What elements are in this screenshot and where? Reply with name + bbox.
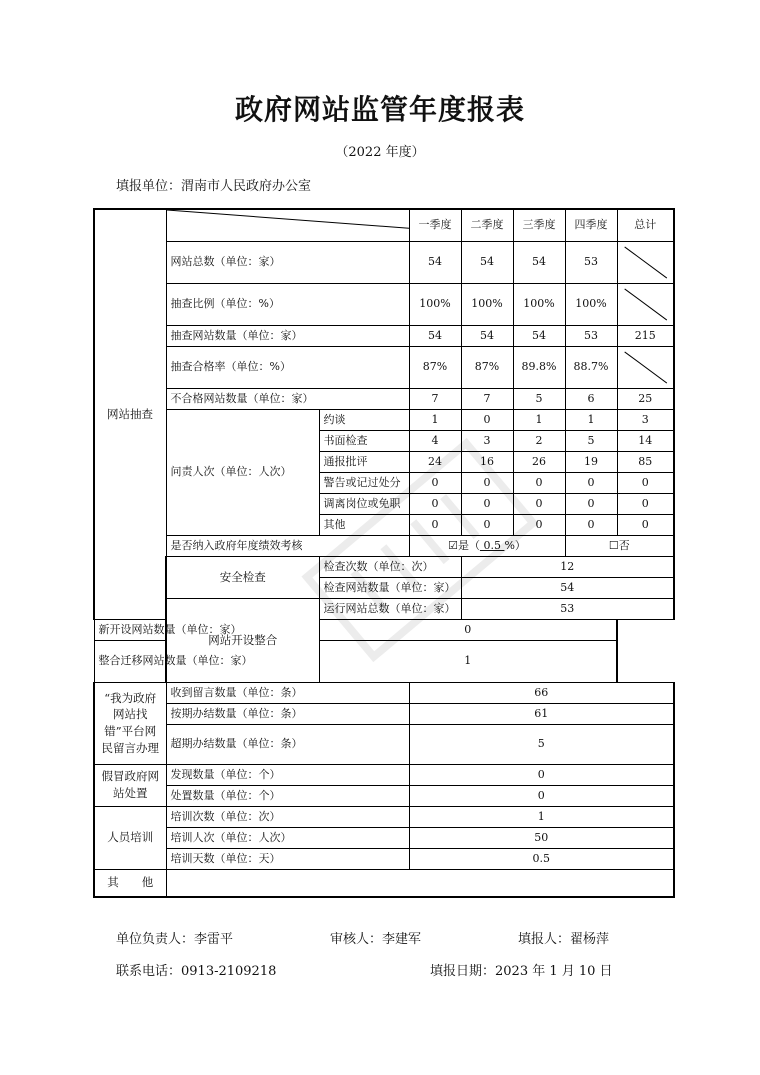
table-row bbox=[94, 409, 674, 430]
cell-value: 3 bbox=[617, 409, 674, 430]
reporting-unit-value: 渭南市人民政府办公室 bbox=[181, 179, 312, 194]
col-header-total: 总计 bbox=[617, 209, 674, 241]
total-diagonal-cell bbox=[617, 346, 674, 388]
table-row bbox=[94, 682, 674, 703]
row-label: 抽查合格率（单位：%） bbox=[166, 346, 409, 388]
row-label: 整合迁移网站数量（单位：家） bbox=[94, 640, 319, 682]
row-label: 超期办结数量（单位：条） bbox=[166, 724, 409, 764]
cell-value: 1 bbox=[319, 640, 617, 682]
col-header-q1: 一季度 bbox=[409, 209, 461, 241]
cell-value: 0 bbox=[409, 785, 674, 806]
contact-phone: 联系电话：0913-2109218 bbox=[116, 964, 277, 979]
cell-value: 1 bbox=[409, 409, 461, 430]
table-row bbox=[94, 598, 674, 619]
category-website-check: 网站抽查 bbox=[94, 209, 166, 619]
cell-value: 88.7% bbox=[565, 346, 617, 388]
cell-value: 4 bbox=[409, 430, 461, 451]
reporting-unit-label: 填报单位： bbox=[116, 179, 182, 194]
cell-value: 100% bbox=[565, 283, 617, 325]
cell-value: 0 bbox=[513, 514, 565, 535]
cell-value: 0 bbox=[409, 472, 461, 493]
category-security: 安全检查 bbox=[166, 556, 319, 598]
table-row bbox=[94, 806, 674, 827]
accountability-label: 问责人次（单位：人次） bbox=[166, 409, 319, 535]
header-row bbox=[94, 209, 674, 241]
row-label: 网站总数（单位：家） bbox=[166, 241, 409, 283]
cell-value: 0 bbox=[461, 514, 513, 535]
cell-value: 7 bbox=[409, 388, 461, 409]
row-label: 抽查比例（单位：%） bbox=[166, 283, 409, 325]
sub-label: 警告或记过处分 bbox=[319, 472, 409, 493]
performance-no-label: 否 bbox=[618, 538, 630, 552]
col-header-q2: 二季度 bbox=[461, 209, 513, 241]
performance-yes-end: %） bbox=[504, 538, 526, 552]
cell-value: 54 bbox=[409, 325, 461, 346]
fill-date: 填报日期：2023 年 1 月 10 日 bbox=[430, 964, 613, 979]
row-label: 培训天数（单位：天） bbox=[166, 848, 409, 869]
cell-value: 1 bbox=[565, 409, 617, 430]
category-fake-sites: 假冒政府网站处置 bbox=[94, 764, 166, 806]
cell-value: 0 bbox=[461, 472, 513, 493]
other-row bbox=[94, 869, 674, 897]
cell-value: 89.8% bbox=[513, 346, 565, 388]
row-label: 不合格网站数量（单位：家） bbox=[166, 388, 409, 409]
category-training: 人员培训 bbox=[94, 806, 166, 869]
row-label: 检查网站数量（单位：家） bbox=[319, 577, 461, 598]
header-diagonal-cell bbox=[166, 209, 409, 241]
row-label: 培训次数（单位：次） bbox=[166, 806, 409, 827]
cell-value: 0.5 bbox=[409, 848, 674, 869]
cell-value: 16 bbox=[461, 451, 513, 472]
total-diagonal-cell bbox=[617, 283, 674, 325]
table-row bbox=[94, 283, 674, 325]
table-row bbox=[94, 346, 674, 388]
table-row bbox=[94, 325, 674, 346]
cell-value: 0 bbox=[565, 493, 617, 514]
col-header-q3: 三季度 bbox=[513, 209, 565, 241]
cell-value: 24 bbox=[409, 451, 461, 472]
cell-value: 215 bbox=[617, 325, 674, 346]
row-label: 运行网站总数（单位：家） bbox=[319, 598, 461, 619]
cell-value: 5 bbox=[409, 724, 674, 764]
performance-yes bbox=[409, 535, 565, 556]
cell-value: 50 bbox=[409, 827, 674, 848]
checked-box-icon: ☑ bbox=[448, 538, 458, 552]
filler: 填报人：翟杨萍 bbox=[518, 932, 610, 947]
performance-no bbox=[565, 535, 674, 556]
cell-value: 0 bbox=[565, 514, 617, 535]
other-value bbox=[166, 869, 674, 897]
cell-value: 0 bbox=[617, 493, 674, 514]
cell-value: 85 bbox=[617, 451, 674, 472]
cell-value: 54 bbox=[513, 325, 565, 346]
cell-value: 53 bbox=[565, 325, 617, 346]
table-row bbox=[94, 619, 674, 640]
table-row bbox=[94, 724, 674, 764]
cell-value: 25 bbox=[617, 388, 674, 409]
cell-value: 14 bbox=[617, 430, 674, 451]
reporting-unit bbox=[116, 175, 311, 194]
table-row bbox=[94, 556, 674, 577]
category-consolidation: 网站开设整合 bbox=[166, 598, 319, 682]
row-label: 按期办结数量（单位：条） bbox=[166, 703, 409, 724]
sub-label: 书面检查 bbox=[319, 430, 409, 451]
cell-value: 1 bbox=[513, 409, 565, 430]
row-label: 抽查网站数量（单位：家） bbox=[166, 325, 409, 346]
cell-value: 0 bbox=[617, 472, 674, 493]
cell-value: 5 bbox=[565, 430, 617, 451]
cell-value: 0 bbox=[461, 409, 513, 430]
report-year: （2022 年度） bbox=[335, 145, 425, 160]
cell-value: 1 bbox=[409, 806, 674, 827]
cell-value: 53 bbox=[461, 598, 674, 619]
cell-value: 0 bbox=[617, 514, 674, 535]
cell-value: 3 bbox=[461, 430, 513, 451]
sub-label: 通报批评 bbox=[319, 451, 409, 472]
cell-value: 19 bbox=[565, 451, 617, 472]
cell-value: 7 bbox=[461, 388, 513, 409]
cell-value: 54 bbox=[461, 577, 674, 598]
cell-value: 26 bbox=[513, 451, 565, 472]
cell-value: 0 bbox=[513, 493, 565, 514]
table-row bbox=[94, 388, 674, 409]
sub-label: 其他 bbox=[319, 514, 409, 535]
cell-value: 100% bbox=[461, 283, 513, 325]
table-row bbox=[94, 785, 674, 806]
cell-value: 87% bbox=[409, 346, 461, 388]
cell-value: 0 bbox=[409, 514, 461, 535]
cell-value: 87% bbox=[461, 346, 513, 388]
report-table bbox=[93, 208, 675, 898]
cell-value: 54 bbox=[513, 241, 565, 283]
cell-value: 0 bbox=[513, 472, 565, 493]
cell-value: 100% bbox=[513, 283, 565, 325]
cell-value: 100% bbox=[409, 283, 461, 325]
unit-head: 单位负责人：李雷平 bbox=[116, 932, 234, 947]
row-label: 收到留言数量（单位：条） bbox=[166, 682, 409, 703]
performance-label: 是否纳入政府年度绩效考核 bbox=[166, 535, 409, 556]
table-row bbox=[94, 241, 674, 283]
row-label: 发现数量（单位：个） bbox=[166, 764, 409, 785]
sub-label: 约谈 bbox=[319, 409, 409, 430]
cell-value: 66 bbox=[409, 682, 674, 703]
table-row bbox=[94, 764, 674, 785]
cell-value: 2 bbox=[513, 430, 565, 451]
performance-row bbox=[94, 535, 674, 556]
category-other: 其 他 bbox=[94, 869, 166, 897]
table-row bbox=[94, 848, 674, 869]
cell-value: 54 bbox=[461, 241, 513, 283]
cell-value: 5 bbox=[513, 388, 565, 409]
performance-yes-label: 是（ bbox=[457, 538, 480, 552]
total-diagonal-cell bbox=[617, 241, 674, 283]
cell-value: 0 bbox=[319, 619, 617, 640]
table-row bbox=[94, 703, 674, 724]
performance-percent: 0.5 bbox=[479, 538, 505, 552]
report-title: 政府网站监管年度报表 bbox=[234, 93, 525, 126]
col-header-q4: 四季度 bbox=[565, 209, 617, 241]
cell-value: 6 bbox=[565, 388, 617, 409]
cell-value: 54 bbox=[409, 241, 461, 283]
cell-value: 0 bbox=[409, 764, 674, 785]
category-messages: “我为政府网站找错”平台网民留言办理 bbox=[94, 682, 166, 764]
row-label: 培训人次（单位：人次） bbox=[166, 827, 409, 848]
cell-value: 12 bbox=[461, 556, 674, 577]
cell-value: 0 bbox=[409, 493, 461, 514]
cell-value: 53 bbox=[565, 241, 617, 283]
unchecked-box-icon: ☐ bbox=[608, 538, 619, 552]
table-row bbox=[94, 827, 674, 848]
cell-value: 0 bbox=[461, 493, 513, 514]
row-label: 检查次数（单位：次） bbox=[319, 556, 461, 577]
reviewer: 审核人：李建军 bbox=[330, 932, 422, 947]
sub-label: 调离岗位或免职 bbox=[319, 493, 409, 514]
cell-value: 54 bbox=[461, 325, 513, 346]
cell-value: 0 bbox=[565, 472, 617, 493]
row-label: 新开设网站数量（单位：家） bbox=[94, 619, 319, 640]
cell-value: 61 bbox=[409, 703, 674, 724]
row-label: 处置数量（单位：个） bbox=[166, 785, 409, 806]
table-row bbox=[94, 640, 674, 682]
